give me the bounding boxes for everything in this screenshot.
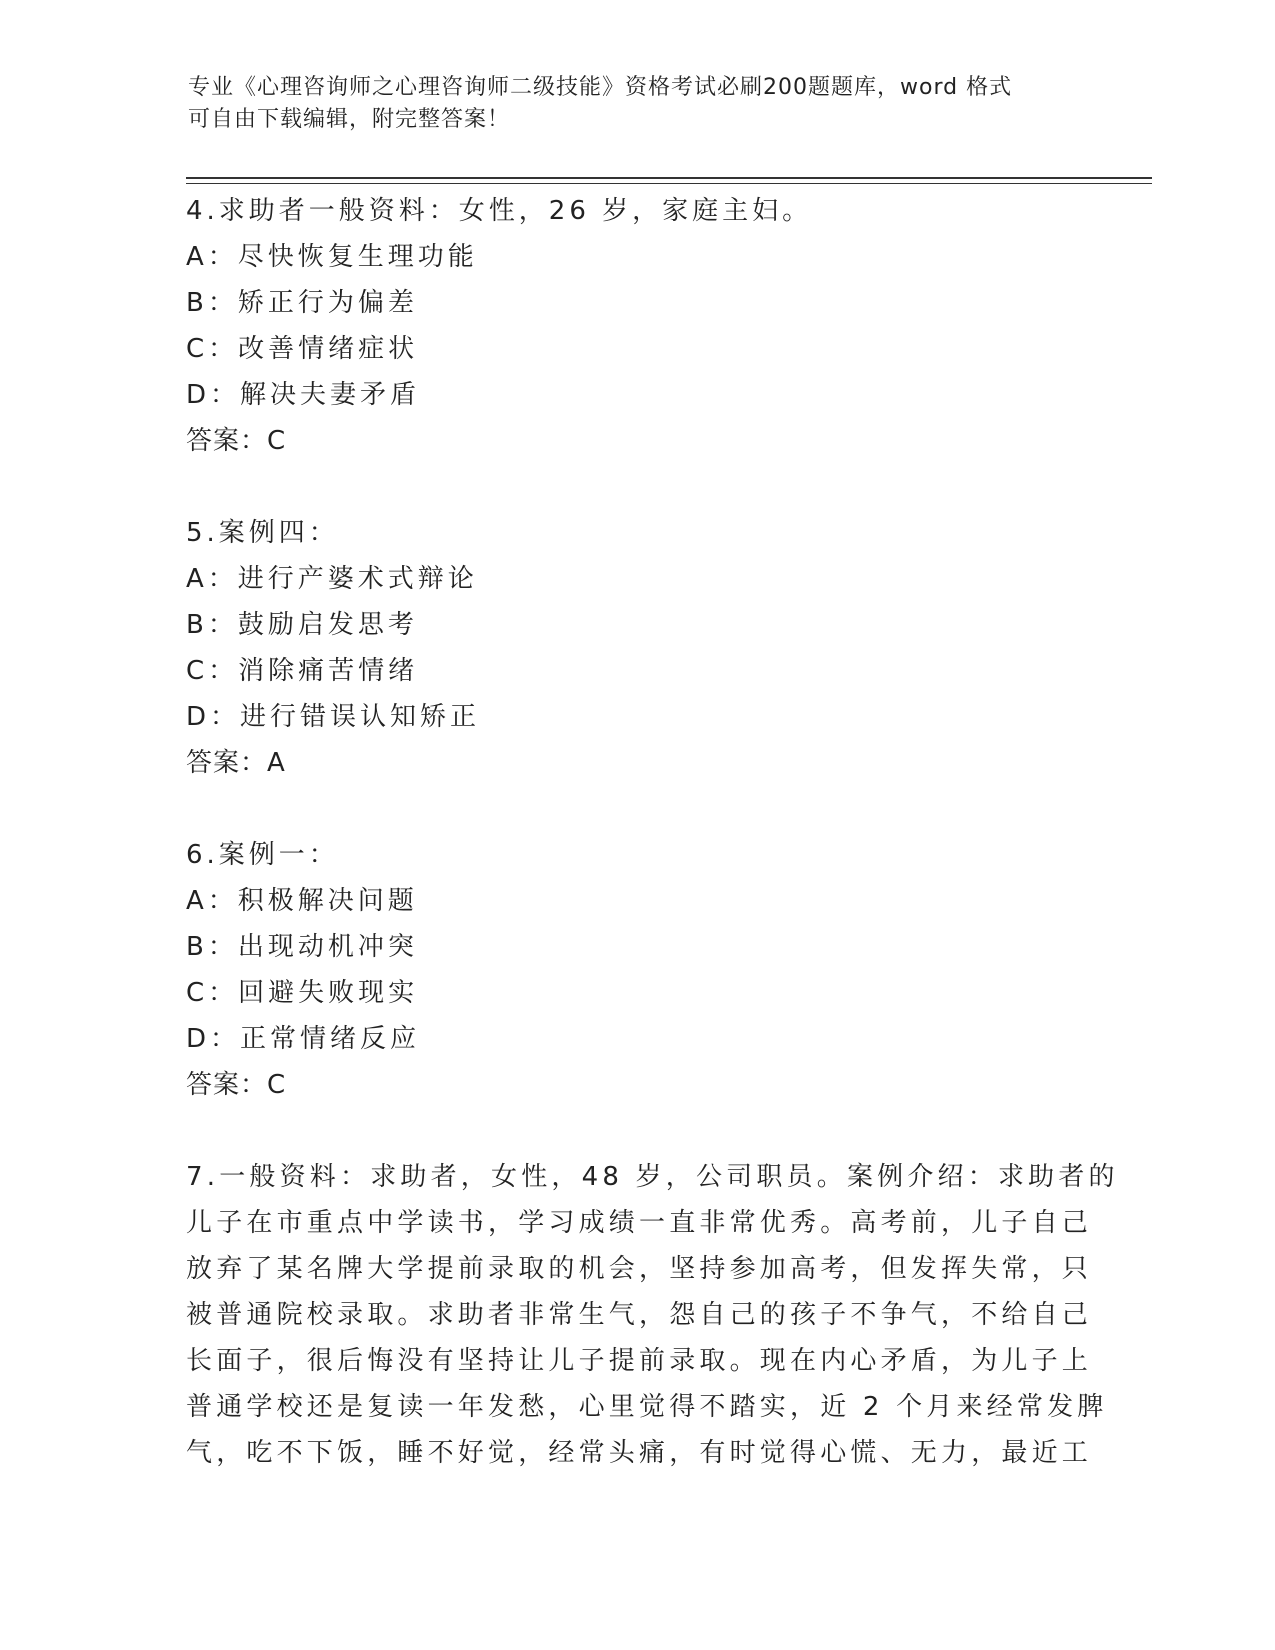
- question-list: [186, 188, 1119, 1476]
- question-7-case-text: [186, 1154, 1119, 1476]
- option-d: D：进行错误认知矫正: [186, 702, 481, 732]
- question-title: 4.求助者一般资料：女性，26 岁，家庭主妇。: [186, 196, 813, 226]
- header-divider-thin: [186, 183, 1152, 184]
- case-line: 儿子在市重点中学读书，学习成绩一直非常优秀。高考前，儿子自己: [186, 1208, 1093, 1238]
- case-line: 被普通院校录取。求助者非常生气，怨自己的孩子不争气，不给自己: [186, 1300, 1093, 1330]
- question-5: [186, 510, 1086, 786]
- case-line: 普通学校还是复读一年发愁，心里觉得不踏实，近 2 个月来经常发脾: [186, 1392, 1108, 1422]
- question-6: [186, 832, 1086, 1108]
- option-c: C：消除痛苦情绪: [186, 656, 419, 686]
- answer: 答案：A: [186, 748, 286, 778]
- option-b: B：出现动机冲突: [186, 932, 418, 962]
- option-a: A：积极解决问题: [186, 886, 418, 916]
- question-title: 6.案例一：: [186, 840, 339, 870]
- option-c: C：回避失败现实: [186, 978, 419, 1008]
- option-b: B：矫正行为偏差: [186, 288, 418, 318]
- header-line-2: 可自由下载编辑，附完整答案！: [188, 107, 511, 132]
- option-b: B：鼓励启发思考: [186, 610, 418, 640]
- option-a: A：进行产婆术式辩论: [186, 564, 478, 594]
- option-c: C：改善情绪症状: [186, 334, 419, 364]
- header-line-1: 专业《心理咨询师之心理咨询师二级技能》资格考试必刷200题题库，word 格式: [188, 75, 1013, 100]
- document-header: [188, 72, 1068, 136]
- option-a: A：尽快恢复生理功能: [186, 242, 478, 272]
- answer: 答案：C: [186, 426, 287, 456]
- question-4: [186, 188, 1086, 464]
- question-title: 5.案例四：: [186, 518, 339, 548]
- option-d: D：解决夫妻矛盾: [186, 380, 421, 410]
- case-line: 气，吃不下饭，睡不好觉，经常头痛，有时觉得心慌、无力，最近工: [186, 1438, 1093, 1468]
- case-line: 长面子，很后悔没有坚持让儿子提前录取。现在内心矛盾，为儿子上: [186, 1346, 1093, 1376]
- option-d: D：正常情绪反应: [186, 1024, 421, 1054]
- case-line: 7.一般资料：求助者，女性，48 岁，公司职员。案例介绍：求助者的: [186, 1162, 1119, 1192]
- answer: 答案：C: [186, 1070, 287, 1100]
- header-divider-thick: [186, 177, 1152, 179]
- case-line: 放弃了某名牌大学提前录取的机会，坚持参加高考，但发挥失常，只: [186, 1254, 1093, 1284]
